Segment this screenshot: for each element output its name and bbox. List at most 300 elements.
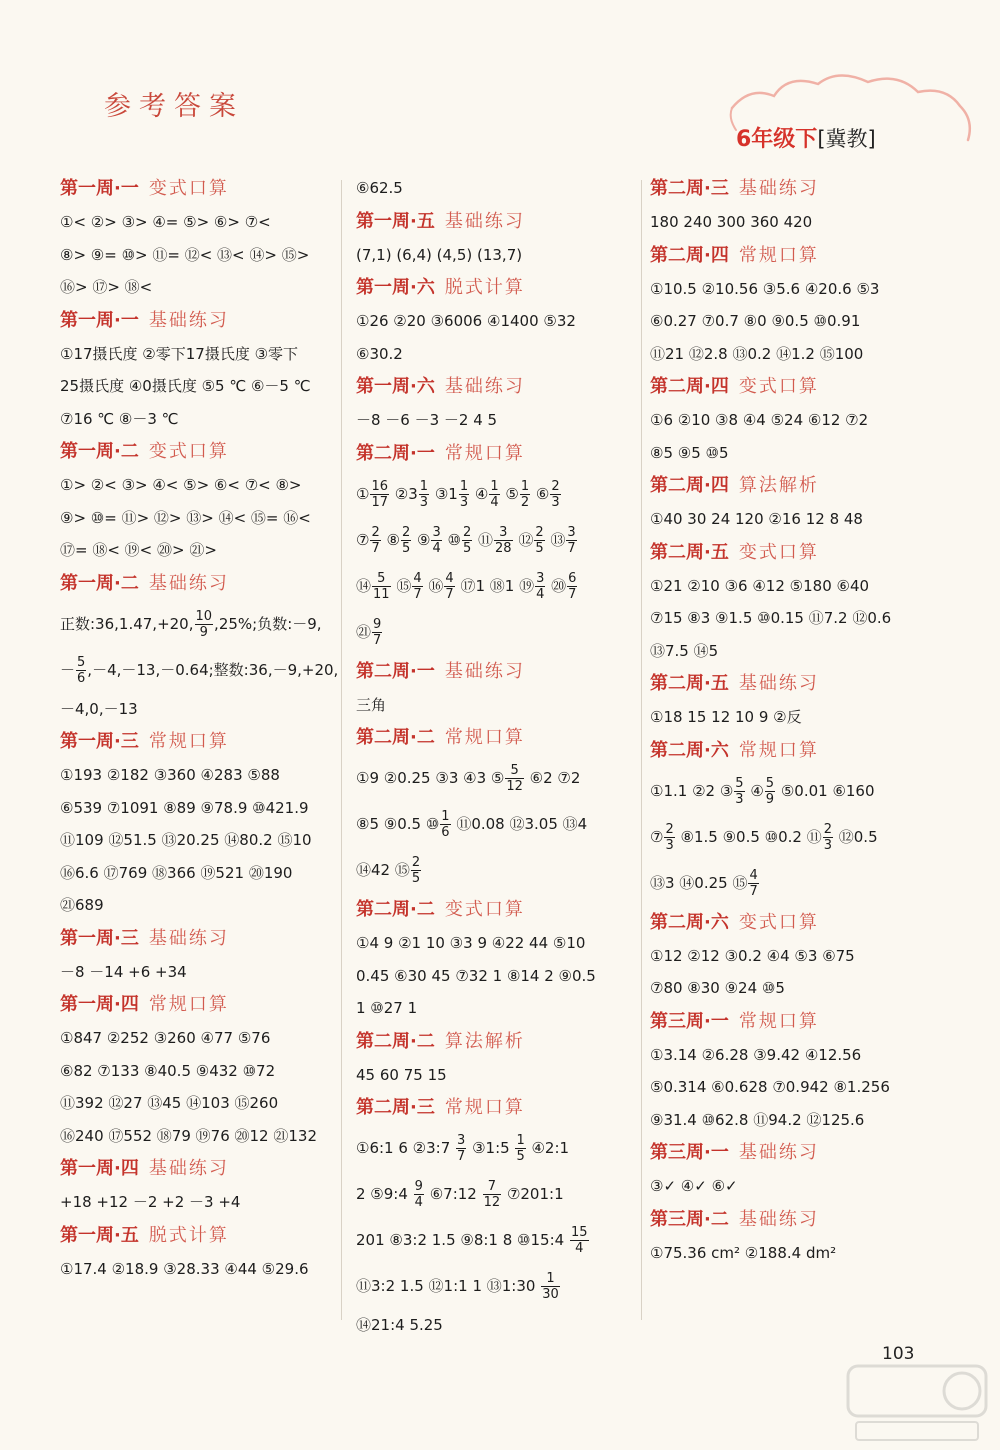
- section-day: 六: [710, 911, 729, 933]
- answer-column-2: [356, 172, 638, 1342]
- fraction: [459, 479, 469, 510]
- answer-line: 0.45 ⑥30 45 ⑦32 1 ⑧14 2 ⑨0.5: [356, 966, 596, 985]
- answer-line: +18 +12 －2 +2 －3 +4: [60, 1193, 241, 1211]
- section-day: 一: [416, 442, 435, 464]
- section-title: [650, 469, 950, 503]
- fraction: [664, 822, 674, 853]
- answer-line: ⑥0.27 ⑦0.7 ⑧0 ⑨0.5 ⑩0.91: [650, 312, 861, 330]
- cloud-decoration-icon: [722, 68, 982, 168]
- column-divider: [641, 180, 642, 1320]
- answer-text: －: [60, 660, 76, 679]
- answer-text: ④: [470, 484, 489, 503]
- fraction-denominator: 5: [411, 871, 421, 886]
- answer-section: [356, 437, 638, 655]
- fraction: [566, 525, 576, 556]
- fraction: [505, 763, 524, 794]
- fraction-denominator: 12: [483, 1195, 501, 1210]
- grade-label: 6年级下: [736, 127, 818, 152]
- answer-line: ㉑689: [60, 896, 104, 914]
- fraction: [462, 525, 472, 556]
- answer-line: ⑦80 ⑧30 ⑨24 ⑩5: [650, 979, 785, 997]
- answer-text: ⑥: [531, 484, 550, 503]
- fraction-denominator: 7: [371, 540, 380, 556]
- section-week: 第二周: [650, 178, 704, 199]
- answer-text: 正数:36,1.47,+20,: [60, 614, 194, 633]
- answer-line: [356, 609, 638, 655]
- section-title: [356, 1091, 638, 1125]
- fraction: [370, 479, 389, 510]
- section-week: 第一周: [356, 277, 410, 298]
- section-kind: 常规口算: [738, 739, 819, 761]
- fraction: [419, 479, 429, 510]
- answer-section: [650, 239, 950, 371]
- section-week: 第一周: [60, 731, 114, 752]
- section-day: 一: [710, 1142, 729, 1163]
- section-kind: 基础练习: [738, 673, 819, 694]
- answer-section: [356, 893, 638, 1025]
- section-dot: ·: [114, 1158, 121, 1179]
- answer-line: ⑰= ⑱< ⑲< ⑳> ㉑>: [60, 541, 217, 559]
- answer-section: [650, 1136, 950, 1203]
- section-kind: 变式口算: [148, 441, 229, 462]
- answer-line: [356, 1125, 638, 1171]
- fraction-numerator: 5: [77, 654, 86, 670]
- section-title: [60, 567, 336, 601]
- section-kind: 基础练习: [148, 1158, 229, 1179]
- fraction-denominator: 6: [441, 825, 450, 840]
- answer-line: [356, 563, 638, 609]
- answer-line: ⑭21:4 5.25: [356, 1316, 443, 1334]
- section-dot: ·: [410, 277, 417, 298]
- section-day: 六: [416, 376, 435, 397]
- answer-section: [650, 1005, 950, 1137]
- fraction-numerator: 15: [570, 1225, 588, 1240]
- answer-section: [356, 172, 638, 205]
- answer-line: [60, 601, 336, 647]
- answer-text: ⑭42 ⑮: [356, 861, 410, 879]
- answer-line: ⑥539 ⑦1091 ⑧89 ⑨78.9 ⑩421.9: [60, 798, 309, 817]
- section-kind: 基础练习: [444, 660, 525, 682]
- section-kind: 变式口算: [444, 899, 525, 920]
- section-dot: ·: [114, 309, 121, 331]
- fraction-numerator: 9: [373, 616, 382, 632]
- section-dot: ·: [410, 660, 417, 682]
- answer-line: [356, 1263, 638, 1309]
- answer-line: ⑥82 ⑦133 ⑧40.5 ⑨432 ⑩72: [60, 1061, 276, 1080]
- section-week: 第二周: [650, 911, 704, 933]
- section-title: [60, 172, 336, 206]
- section-week: 第一周: [60, 1224, 114, 1246]
- section-day: 三: [710, 178, 729, 199]
- section-day: 五: [120, 1224, 139, 1246]
- fraction-denominator: 30: [542, 1287, 559, 1302]
- section-day: 一: [120, 178, 139, 199]
- section-kind: 变式口算: [738, 911, 819, 933]
- section-week: 第一周: [60, 441, 114, 462]
- section-dot: ·: [704, 1142, 711, 1163]
- section-title: [650, 1136, 950, 1170]
- column-divider: [341, 180, 342, 1320]
- answer-section: [650, 667, 950, 734]
- fraction: [440, 809, 450, 840]
- section-week: 第二周: [356, 442, 410, 464]
- answer-text: ⑩: [442, 530, 461, 549]
- answer-text: ⑰1 ⑱1 ⑲: [455, 576, 535, 595]
- fraction-numerator: 1: [516, 1133, 525, 1148]
- fraction: [823, 822, 833, 853]
- fraction-numerator: 1: [520, 478, 530, 494]
- fraction-numerator: 2: [823, 821, 832, 837]
- answer-section: [60, 172, 336, 304]
- section-kind: 常规口算: [738, 1010, 819, 1032]
- fraction-numerator: 5: [505, 763, 524, 779]
- fraction-numerator: 2: [665, 821, 674, 837]
- section-kind: 基础练习: [738, 178, 819, 199]
- fraction: [372, 617, 382, 648]
- answer-line: [650, 814, 950, 860]
- section-day: 二: [416, 899, 435, 920]
- answer-text: ①6:1 6 ②3:7: [356, 1139, 456, 1157]
- section-kind: 变式口算: [738, 376, 819, 397]
- fraction-numerator: 16: [371, 478, 388, 494]
- answer-text: 2 ⑤9:4: [356, 1185, 413, 1203]
- answer-section: [60, 567, 339, 726]
- fraction-denominator: 4: [414, 1195, 423, 1210]
- fraction-denominator: 5: [516, 1149, 525, 1164]
- section-day: 五: [710, 673, 729, 694]
- answer-section: [356, 1091, 638, 1342]
- section-title: [356, 437, 638, 471]
- fraction: [195, 609, 214, 640]
- section-dot: ·: [704, 244, 711, 266]
- fraction-denominator: 7: [749, 883, 758, 899]
- fraction-denominator: 2: [520, 494, 530, 510]
- section-kind: 常规口算: [148, 994, 229, 1015]
- section-day: 三: [120, 731, 139, 752]
- answer-section: [60, 988, 336, 1152]
- section-dot: ·: [704, 376, 711, 397]
- fraction-numerator: 9: [414, 1179, 423, 1194]
- answer-line: ①18 15 12 10 9 ②反: [650, 708, 802, 726]
- answer-text: ③1:5: [467, 1139, 515, 1157]
- fraction-numerator: 2: [462, 524, 472, 540]
- section-kind: 常规口算: [444, 1097, 525, 1118]
- section-dot: ·: [704, 1010, 711, 1032]
- fraction-denominator: 3: [735, 791, 744, 807]
- answer-text: ⑪: [473, 530, 494, 549]
- fraction-denominator: 9: [765, 791, 775, 807]
- section-kind: 常规口算: [444, 442, 525, 464]
- fraction: [570, 1225, 589, 1256]
- section-dot: ·: [410, 727, 417, 748]
- answer-text: ①1.1 ②2 ③: [650, 781, 734, 800]
- page-number: 103: [882, 1344, 915, 1364]
- section-dot: ·: [410, 899, 417, 920]
- section-dot: ·: [114, 927, 121, 949]
- fraction-denominator: 3: [419, 494, 429, 510]
- answer-text: ⑳: [546, 576, 567, 595]
- fraction-numerator: 6: [568, 570, 577, 586]
- answer-line: [650, 768, 950, 814]
- answer-text: ⑦: [356, 530, 370, 549]
- answer-line: ⑪21 ⑫2.8 ⑬0.2 ⑭1.2 ⑮100: [650, 344, 864, 363]
- section-kind: 常规口算: [738, 244, 819, 266]
- section-week: 第一周: [60, 994, 114, 1015]
- section-day: 三: [416, 1097, 435, 1118]
- answer-line: ①21 ②10 ③6 ④12 ⑤180 ⑥40: [650, 576, 870, 595]
- answer-line: ⑪109 ⑫51.5 ⑬20.25 ⑭80.2 ⑮10: [60, 831, 312, 849]
- fraction-numerator: 3: [494, 525, 513, 541]
- section-dot: ·: [704, 475, 711, 496]
- section-dot: ·: [704, 673, 711, 694]
- section-title: [60, 1152, 336, 1186]
- page-title: 参考答案: [104, 91, 244, 122]
- grade-badge: [736, 122, 876, 153]
- answer-section: [356, 1025, 638, 1092]
- section-title: [60, 435, 336, 469]
- answer-text: ⑥7:12: [424, 1185, 482, 1203]
- section-day: 四: [710, 475, 729, 496]
- answer-line: ①193 ②182 ③360 ④283 ⑤88: [60, 766, 280, 784]
- section-week: 第一周: [356, 376, 410, 397]
- answer-line: 1 ⑩27 1: [356, 999, 418, 1017]
- answer-section: [650, 172, 950, 239]
- answer-line: ⑯6.6 ⑰769 ⑱366 ⑲521 ⑳190: [60, 863, 293, 882]
- section-kind: 脱式计算: [444, 277, 525, 298]
- fraction: [372, 571, 391, 602]
- answer-section: [650, 469, 950, 536]
- answer-section: [650, 906, 950, 1005]
- section-kind: 基础练习: [444, 376, 525, 397]
- answer-line: (7,1) (6,4) (4,5) (13,7): [356, 245, 523, 264]
- section-title: [356, 721, 638, 755]
- section-title: [650, 172, 950, 206]
- section-week: 第一周: [60, 309, 114, 331]
- section-dot: ·: [704, 178, 711, 199]
- answer-text: ④2:1: [526, 1139, 570, 1157]
- fraction: [734, 776, 744, 807]
- section-week: 第一周: [60, 1158, 114, 1179]
- answer-section: [356, 721, 638, 893]
- section-day: 二: [416, 727, 435, 748]
- answer-line: ①6 ②10 ③8 ④4 ⑤24 ⑥12 ⑦2: [650, 411, 869, 429]
- answer-line: [650, 860, 950, 906]
- section-kind: 基础练习: [148, 927, 229, 949]
- answer-line: [356, 847, 638, 893]
- fraction-denominator: 7: [457, 1149, 466, 1164]
- section-kind: 基础练习: [148, 572, 229, 594]
- fraction: [370, 525, 380, 556]
- fraction-denominator: 9: [199, 624, 208, 640]
- section-dot: ·: [704, 541, 711, 563]
- answer-line: ①3.14 ②6.28 ③9.42 ④12.56: [650, 1045, 862, 1064]
- section-title: [356, 1025, 638, 1059]
- section-dot: ·: [410, 1030, 417, 1052]
- fraction: [748, 868, 758, 899]
- answer-line: ⑯240 ⑰552 ⑱79 ⑲76 ⑳12 ㉑132: [60, 1126, 317, 1145]
- answer-line: ①847 ②252 ③260 ④77 ⑤76: [60, 1029, 271, 1047]
- answer-section: [356, 370, 638, 437]
- answer-line: －4,0,－13: [60, 699, 138, 718]
- section-dot: ·: [410, 442, 417, 464]
- answer-section: [650, 370, 950, 469]
- fraction-numerator: 3: [567, 524, 576, 540]
- answer-text: ⑦201:1: [502, 1185, 564, 1203]
- answer-text: ⑯: [423, 576, 444, 595]
- fraction-numerator: 10: [195, 608, 213, 624]
- fraction-denominator: 12: [506, 779, 523, 794]
- answer-line: ①12 ②12 ③0.2 ④4 ⑤3 ⑥75: [650, 946, 855, 965]
- fraction-denominator: 5: [401, 540, 411, 556]
- answer-line: ①17.4 ②18.9 ③28.33 ④44 ⑤29.6: [60, 1259, 309, 1278]
- section-day: 四: [120, 994, 139, 1015]
- section-day: 一: [710, 1010, 729, 1032]
- fraction: [444, 571, 454, 602]
- answer-line: [356, 801, 638, 847]
- fraction-numerator: 4: [445, 570, 454, 586]
- section-title: [60, 922, 336, 956]
- section-title: [60, 725, 336, 759]
- fraction-denominator: 3: [459, 494, 469, 510]
- section-title: [356, 271, 638, 305]
- section-day: 二: [710, 1208, 729, 1230]
- section-kind: 基础练习: [148, 309, 229, 331]
- section-kind: 脱式计算: [148, 1224, 229, 1246]
- watermark-logo-icon: [842, 1356, 992, 1448]
- answer-text: ,25%;负数:－9,: [214, 614, 322, 633]
- section-title: [60, 988, 336, 1022]
- section-kind: 基础练习: [738, 1142, 819, 1163]
- section-title: [60, 304, 336, 338]
- answer-line: ⑦15 ⑧3 ⑨1.5 ⑩0.15 ⑪7.2 ⑫0.6: [650, 609, 892, 627]
- section-day: 二: [120, 441, 139, 462]
- fraction-denominator: 4: [575, 1241, 584, 1256]
- answer-line: 25摄氏度 ④0摄氏度 ⑤5 ℃ ⑥－5 ℃: [60, 377, 311, 395]
- answer-text: ②3: [390, 484, 418, 503]
- answer-column-3: [650, 172, 950, 1269]
- fraction: [483, 1179, 502, 1210]
- answer-line: ⑨> ⑩= ⑪> ⑫> ⑬> ⑭< ⑮= ⑯<: [60, 508, 311, 527]
- answer-line: [356, 1171, 638, 1217]
- answer-text: ①9 ②0.25 ③3 ④3 ⑤: [356, 769, 505, 787]
- section-dot: ·: [410, 376, 417, 397]
- answer-text: ⑬3 ⑭0.25 ⑮: [650, 873, 748, 892]
- fraction-numerator: 1: [490, 478, 499, 494]
- fraction-denominator: 5: [462, 540, 472, 556]
- answer-line: ⑤0.314 ⑥0.628 ⑦0.942 ⑧1.256: [650, 1078, 890, 1096]
- answer-line: ①75.36 cm² ②188.4 dm²: [650, 1243, 837, 1262]
- answer-line: 三角: [356, 695, 387, 714]
- fraction-denominator: 17: [371, 494, 388, 510]
- answer-section: [650, 734, 950, 906]
- section-title: [650, 239, 950, 273]
- section-title: [356, 205, 638, 239]
- answer-text: ⑥2 ⑦2: [524, 769, 581, 787]
- fraction-numerator: 3: [432, 524, 441, 540]
- section-dot: ·: [704, 911, 711, 933]
- fraction-denominator: 6: [77, 670, 86, 686]
- answer-line: ⑪392 ⑫27 ⑬45 ⑭103 ⑮260: [60, 1094, 279, 1112]
- answer-text: ①: [356, 484, 370, 503]
- section-week: 第二周: [650, 376, 704, 397]
- fraction-denominator: 4: [432, 540, 441, 556]
- section-title: [356, 370, 638, 404]
- answer-text: ⑫: [513, 530, 534, 549]
- answer-section: [60, 1152, 336, 1219]
- fraction-numerator: 2: [371, 524, 380, 540]
- answer-section: [60, 922, 336, 989]
- section-week: 第三周: [650, 1208, 704, 1230]
- answer-section: [356, 271, 638, 370]
- answer-line: [60, 647, 339, 693]
- answer-line: ⑧5 ⑨5 ⑩5: [650, 443, 729, 462]
- fraction-numerator: 4: [749, 867, 758, 883]
- fraction: [412, 571, 422, 602]
- fraction-numerator: 1: [459, 478, 469, 494]
- answer-column-1: [60, 172, 339, 1285]
- answer-section: [650, 536, 950, 668]
- section-day: 五: [710, 541, 729, 563]
- section-week: 第二周: [356, 727, 410, 748]
- answer-line: ①17摄氏度 ②零下17摄氏度 ③零下: [60, 344, 299, 363]
- fraction-denominator: 7: [567, 540, 576, 556]
- section-dot: ·: [114, 994, 121, 1015]
- section-title: [650, 667, 950, 701]
- fraction: [515, 1133, 525, 1164]
- fraction-denominator: 4: [536, 586, 545, 602]
- section-day: 二: [416, 1030, 435, 1052]
- fraction-denominator: 3: [665, 837, 674, 853]
- section-dot: ·: [704, 739, 711, 761]
- fraction: [550, 479, 560, 510]
- fraction: [541, 1271, 560, 1302]
- fraction: [401, 525, 411, 556]
- section-week: 第二周: [650, 475, 704, 496]
- section-week: 第二周: [650, 673, 704, 694]
- fraction-numerator: 3: [536, 570, 545, 586]
- answer-text: ⑪3:2 1.5 ⑫1:1 1 ⑬1:30: [356, 1277, 541, 1295]
- section-week: 第一周: [60, 178, 114, 199]
- section-day: 六: [710, 739, 729, 761]
- answer-section: [60, 725, 336, 922]
- section-week: 第一周: [356, 210, 410, 232]
- fraction-numerator: 2: [551, 478, 560, 494]
- fraction: [431, 525, 441, 556]
- answer-line: ①40 30 24 120 ②16 12 8 48: [650, 510, 863, 528]
- section-week: 第二周: [650, 244, 704, 266]
- fraction-denominator: 4: [490, 494, 499, 510]
- fraction-denominator: 3: [551, 494, 560, 510]
- section-week: 第二周: [356, 899, 410, 920]
- answer-line: ⑨31.4 ⑩62.8 ⑪94.2 ⑫125.6: [650, 1110, 865, 1129]
- answer-line: ①10.5 ②10.56 ③5.6 ④20.6 ⑤3: [650, 279, 880, 298]
- section-dot: ·: [114, 441, 121, 462]
- fraction-denominator: 7: [413, 586, 422, 602]
- section-kind: 常规口算: [148, 731, 229, 752]
- answer-text: ⑧: [381, 530, 400, 549]
- fraction: [535, 571, 545, 602]
- answer-line: 180 240 300 360 420: [650, 213, 813, 231]
- answer-section: [60, 435, 336, 567]
- fraction: [520, 479, 530, 510]
- section-kind: 变式口算: [738, 541, 819, 563]
- answer-line: [356, 517, 638, 563]
- answer-line: ①26 ②20 ③6006 ④1400 ⑤32: [356, 312, 576, 330]
- answer-line: －8 －14 +6 +34: [60, 962, 187, 981]
- answer-text: ⑨: [412, 530, 431, 549]
- fraction: [414, 1179, 424, 1210]
- answer-text: ⑤: [500, 484, 519, 503]
